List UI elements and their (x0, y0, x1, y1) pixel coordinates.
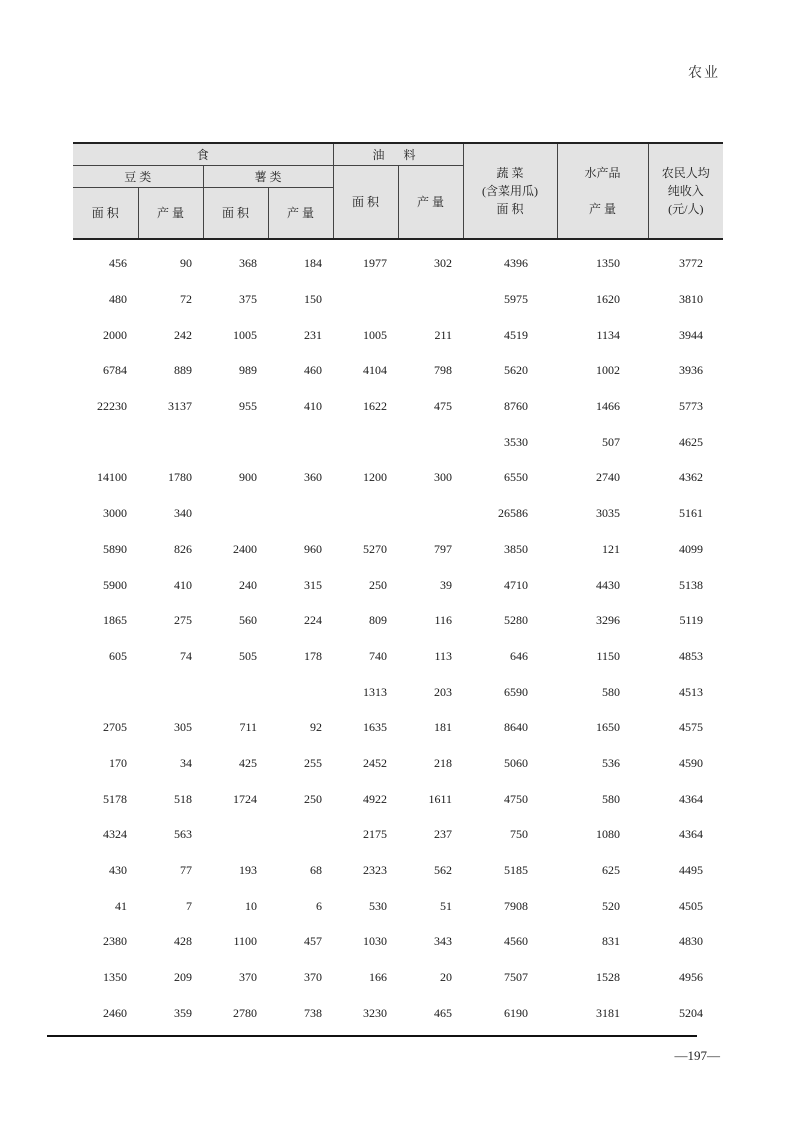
cell-tubers-area (203, 817, 268, 853)
cell-oil-area: 1030 (363, 934, 388, 949)
cell-tubers-area (203, 496, 268, 532)
cell-beans-area: 5900 (103, 577, 127, 592)
cell-tubers-output: 92 (310, 720, 323, 735)
header-tubers-area: 面 积 (203, 188, 268, 240)
cell-tubers-output: 250 (304, 791, 323, 806)
cell-beans-area: 5178 (103, 791, 127, 806)
cell-beans-area: 5890 (103, 541, 127, 556)
cell-beans-output: 275 (174, 613, 192, 628)
cell-vegetables-area: 5280 (504, 613, 529, 628)
cell-oil-area: 250 (369, 577, 388, 592)
cell-oil-output: 113 (434, 648, 453, 663)
cell-beans-area: 1350 (103, 970, 127, 985)
cell-beans-output: 3137 (168, 399, 192, 414)
cell-tubers-area: 955 (239, 399, 257, 414)
cell-beans-area (73, 674, 138, 710)
cell-tubers-area: 370 (239, 970, 257, 985)
cell-beans-area: 605 (109, 648, 127, 663)
cell-farmer-income: 5161 (679, 506, 704, 521)
cell-oil-area: 4104 (363, 363, 388, 378)
cell-farmer-income: 4956 (679, 970, 704, 985)
table-row (73, 317, 723, 353)
cell-aquatic-output: 1150 (596, 648, 621, 663)
table-row (73, 924, 723, 960)
cell-tubers-area: 989 (239, 363, 257, 378)
cell-tubers-output: 184 (304, 256, 323, 271)
cell-farmer-income: 5773 (679, 399, 704, 414)
cell-tubers-output (268, 674, 333, 710)
cell-beans-output: 34 (180, 755, 192, 770)
cell-aquatic-output: 3035 (596, 506, 621, 521)
cell-tubers-area (203, 424, 268, 460)
cell-farmer-income: 4362 (679, 470, 704, 485)
cell-tubers-area: 368 (239, 256, 257, 271)
cell-tubers-output: 255 (304, 755, 323, 770)
cell-oil-output: 51 (440, 898, 453, 913)
cell-beans-output: 77 (180, 863, 192, 878)
cell-beans-area: 480 (109, 292, 127, 307)
table-row (73, 710, 723, 746)
cell-farmer-income: 4575 (679, 720, 704, 735)
cell-farmer-income: 3936 (679, 363, 704, 378)
cell-vegetables-area: 6550 (504, 470, 529, 485)
cell-farmer-income: 5204 (679, 1005, 704, 1020)
cell-tubers-output: 224 (304, 613, 323, 628)
cell-aquatic-output: 580 (602, 684, 621, 699)
table-row (73, 353, 723, 389)
cell-farmer-income: 4513 (679, 684, 704, 699)
cell-farmer-income: 4853 (679, 648, 704, 663)
cell-oil-output: 1611 (428, 791, 453, 806)
cell-beans-output: 563 (174, 827, 192, 842)
header-oil-group-label: 油 料 (372, 147, 424, 162)
cell-aquatic-output: 4430 (596, 577, 621, 592)
cell-farmer-income: 3810 (679, 292, 704, 307)
table-row (73, 239, 723, 282)
header-grain-group: 食 (73, 143, 333, 166)
header-oil-output: 产 量 (398, 166, 463, 240)
header-vegetables-area (463, 143, 557, 239)
table-row (73, 995, 723, 1031)
cell-beans-output: 305 (174, 720, 192, 735)
header-beans-output: 产 量 (138, 188, 203, 240)
cell-oil-output: 343 (434, 934, 453, 949)
cell-oil-area (333, 424, 398, 460)
cell-beans-area: 2380 (103, 934, 127, 949)
cell-beans-area: 456 (109, 256, 127, 271)
table-row (73, 746, 723, 782)
cell-beans-area: 170 (109, 755, 127, 770)
cell-farmer-income: 3772 (679, 256, 704, 271)
cell-aquatic-output: 1466 (596, 399, 621, 414)
cell-oil-output: 797 (434, 541, 453, 556)
cell-tubers-area: 375 (239, 292, 257, 307)
cell-beans-area: 14100 (97, 470, 127, 485)
cell-beans-output: 242 (174, 327, 192, 342)
cell-beans-output: 1780 (168, 470, 192, 485)
cell-aquatic-output: 536 (602, 755, 621, 770)
cell-beans-output: 428 (174, 934, 192, 949)
cell-farmer-income: 4505 (679, 898, 704, 913)
cell-vegetables-area: 4560 (504, 934, 529, 949)
cell-oil-area: 4922 (363, 791, 388, 806)
cell-oil-area (333, 282, 398, 318)
cell-vegetables-area: 3530 (504, 434, 529, 449)
cell-aquatic-output: 625 (602, 863, 621, 878)
cell-vegetables-area: 5185 (504, 863, 529, 878)
cell-tubers-area: 900 (239, 470, 257, 485)
cell-vegetables-area: 5060 (504, 755, 529, 770)
table-row (73, 389, 723, 425)
table-row (73, 674, 723, 710)
table-row (73, 424, 723, 460)
header-tubers-output: 产 量 (268, 188, 333, 240)
cell-beans-area: 2705 (103, 720, 127, 735)
cell-oil-output: 218 (434, 755, 453, 770)
table-row (73, 781, 723, 817)
cell-vegetables-area: 8640 (504, 720, 529, 735)
cell-tubers-area: 711 (239, 720, 257, 735)
cell-aquatic-output: 1002 (596, 363, 621, 378)
cell-farmer-income: 5119 (679, 613, 704, 628)
table-row (73, 853, 723, 889)
header-beans: 豆 类 (73, 166, 203, 188)
cell-tubers-output: 457 (304, 934, 323, 949)
cell-oil-output (398, 424, 463, 460)
cell-oil-area: 740 (369, 648, 388, 663)
cell-oil-area: 1635 (363, 720, 388, 735)
cell-oil-area: 809 (369, 613, 388, 628)
header-vegetables-line2: (含菜用瓜) (482, 184, 539, 198)
cell-oil-output: 798 (434, 363, 453, 378)
cell-vegetables-area: 5975 (504, 292, 529, 307)
cell-aquatic-output: 3181 (596, 1005, 621, 1020)
cell-aquatic-output: 2740 (596, 470, 621, 485)
cell-aquatic-output: 3296 (596, 613, 621, 628)
cell-oil-output: 20 (440, 970, 453, 985)
running-head: 农业 (688, 66, 720, 81)
cell-tubers-output: 960 (304, 541, 323, 556)
cell-tubers-area: 1724 (233, 791, 257, 806)
cell-oil-area: 2175 (363, 827, 388, 842)
cell-tubers-area: 2400 (233, 541, 257, 556)
cell-oil-output: 475 (434, 399, 453, 414)
cell-beans-output: 889 (174, 363, 192, 378)
cell-tubers-area: 2780 (233, 1005, 257, 1020)
cell-tubers-area (203, 674, 268, 710)
cell-oil-output: 562 (434, 863, 453, 878)
table-row (73, 603, 723, 639)
cell-tubers-output: 68 (310, 863, 323, 878)
cell-farmer-income: 4625 (679, 434, 704, 449)
cell-oil-area: 1622 (363, 399, 388, 414)
cell-vegetables-area: 4519 (504, 327, 529, 342)
cell-oil-area: 2452 (363, 755, 388, 770)
cell-oil-area: 1200 (363, 470, 388, 485)
cell-beans-output (138, 674, 203, 710)
cell-oil-area: 3230 (363, 1005, 388, 1020)
cell-aquatic-output: 1080 (596, 827, 621, 842)
cell-vegetables-area: 7507 (504, 970, 529, 985)
cell-tubers-output: 410 (304, 399, 323, 414)
header-vegetables-line1: 蔬 菜 (496, 166, 524, 180)
cell-beans-area: 430 (109, 863, 127, 878)
table-body (73, 239, 723, 1031)
cell-beans-area (73, 424, 138, 460)
cell-oil-area: 2323 (363, 863, 388, 878)
cell-tubers-area: 10 (245, 898, 257, 913)
cell-tubers-area: 1005 (233, 327, 257, 342)
table-row (73, 532, 723, 568)
cell-oil-area: 1977 (363, 256, 388, 271)
cell-oil-output: 237 (434, 827, 453, 842)
cell-tubers-area: 193 (239, 863, 257, 878)
statistics-table-container (73, 142, 723, 1031)
cell-farmer-income: 4364 (679, 791, 704, 806)
cell-oil-area: 530 (369, 898, 388, 913)
cell-beans-output: 340 (174, 506, 192, 521)
cell-oil-output: 211 (434, 327, 453, 342)
cell-oil-output: 181 (434, 720, 453, 735)
cell-tubers-output: 460 (304, 363, 323, 378)
cell-vegetables-area: 5620 (504, 363, 529, 378)
cell-vegetables-area: 26586 (498, 506, 529, 521)
header-tubers: 薯 类 (203, 166, 333, 188)
cell-oil-output: 39 (440, 577, 453, 592)
cell-tubers-output: 370 (304, 970, 323, 985)
cell-farmer-income: 4364 (679, 827, 704, 842)
cell-beans-output: 7 (186, 898, 192, 913)
cell-vegetables-area: 8760 (504, 399, 529, 414)
cell-tubers-output: 178 (304, 648, 323, 663)
cell-aquatic-output: 580 (602, 791, 621, 806)
header-oil-group (333, 143, 463, 166)
cell-oil-area: 1005 (363, 327, 388, 342)
cell-tubers-output: 738 (304, 1005, 323, 1020)
cell-tubers-output: 231 (304, 327, 323, 342)
cell-tubers-area: 505 (239, 648, 257, 663)
cell-vegetables-area: 646 (510, 648, 529, 663)
cell-tubers-output (268, 424, 333, 460)
cell-beans-area: 2000 (103, 327, 127, 342)
header-aquatic-line1: 水产品 (584, 166, 621, 180)
cell-tubers-output (268, 817, 333, 853)
header-income-line3: (元/人) (668, 202, 704, 216)
cell-vegetables-area: 6590 (504, 684, 529, 699)
cell-vegetables-area: 7908 (504, 898, 529, 913)
cell-oil-area: 166 (369, 970, 388, 985)
cell-tubers-output (268, 496, 333, 532)
cell-aquatic-output: 1134 (596, 327, 621, 342)
cell-beans-output (138, 424, 203, 460)
cell-vegetables-area: 3850 (504, 541, 529, 556)
cell-oil-output: 116 (434, 613, 453, 628)
cell-beans-output: 72 (180, 292, 192, 307)
header-income-line1: 农民人均 (661, 166, 710, 180)
cell-tubers-area: 425 (239, 755, 257, 770)
header-aquatic-output (557, 143, 648, 239)
header-aquatic-line2: 产 量 (589, 202, 617, 216)
cell-beans-output: 359 (174, 1005, 192, 1020)
cell-farmer-income: 3944 (679, 327, 704, 342)
cell-farmer-income: 4495 (679, 863, 704, 878)
cell-aquatic-output: 121 (602, 541, 621, 556)
cell-farmer-income: 4830 (679, 934, 704, 949)
table-row (73, 282, 723, 318)
table-row (73, 496, 723, 532)
cell-farmer-income: 5138 (679, 577, 704, 592)
cell-beans-area: 2460 (103, 1005, 127, 1020)
bottom-rule (47, 1035, 697, 1037)
cell-oil-output: 465 (434, 1005, 453, 1020)
cell-beans-output: 90 (180, 256, 192, 271)
cell-tubers-output: 150 (304, 292, 323, 307)
cell-aquatic-output: 507 (602, 434, 621, 449)
cell-beans-area: 1865 (103, 613, 127, 628)
cell-aquatic-output: 831 (602, 934, 621, 949)
cell-oil-area: 5270 (363, 541, 388, 556)
cell-aquatic-output: 1620 (596, 292, 621, 307)
cell-tubers-area: 560 (239, 613, 257, 628)
cell-beans-output: 74 (180, 648, 192, 663)
cell-beans-area: 3000 (103, 506, 127, 521)
cell-oil-output (398, 282, 463, 318)
cell-vegetables-area: 750 (510, 827, 529, 842)
cell-aquatic-output: 1650 (596, 720, 621, 735)
table-row (73, 817, 723, 853)
cell-beans-area: 4324 (103, 827, 127, 842)
cell-vegetables-area: 4710 (504, 577, 529, 592)
cell-oil-output: 302 (434, 256, 453, 271)
cell-tubers-area: 1100 (233, 934, 257, 949)
cell-farmer-income: 4099 (679, 541, 704, 556)
cell-beans-area: 41 (115, 898, 127, 913)
cell-tubers-output: 6 (316, 898, 323, 913)
header-beans-area: 面 积 (73, 188, 138, 240)
table-row (73, 888, 723, 924)
table-header (73, 143, 723, 239)
cell-beans-output: 518 (174, 791, 192, 806)
cell-beans-output: 410 (174, 577, 192, 592)
cell-beans-output: 209 (174, 970, 192, 985)
cell-aquatic-output: 520 (602, 898, 621, 913)
cell-vegetables-area: 4396 (504, 256, 529, 271)
cell-beans-area: 6784 (103, 363, 127, 378)
table-row (73, 960, 723, 996)
cell-vegetables-area: 6190 (504, 1005, 529, 1020)
header-farmer-income (648, 143, 723, 239)
cell-tubers-output: 315 (304, 577, 323, 592)
cell-vegetables-area: 4750 (504, 791, 529, 806)
table-row (73, 639, 723, 675)
cell-oil-output: 300 (434, 470, 453, 485)
cell-farmer-income: 4590 (679, 755, 704, 770)
cell-oil-output (398, 496, 463, 532)
page-number: —197— (674, 1048, 720, 1063)
cell-oil-area (333, 496, 398, 532)
cell-oil-output: 203 (434, 684, 453, 699)
cell-tubers-output: 360 (304, 470, 323, 485)
header-income-line2: 纯收入 (667, 184, 704, 198)
cell-oil-area: 1313 (363, 684, 388, 699)
cell-tubers-area: 240 (239, 577, 257, 592)
table-row (73, 460, 723, 496)
cell-aquatic-output: 1350 (596, 256, 621, 271)
table-row (73, 567, 723, 603)
cell-beans-output: 826 (174, 541, 192, 556)
cell-aquatic-output: 1528 (596, 970, 621, 985)
header-oil-area: 面 积 (333, 166, 398, 240)
header-vegetables-line3: 面 积 (496, 202, 524, 216)
cell-beans-area: 22230 (97, 399, 127, 414)
agriculture-statistics-table (73, 142, 723, 1031)
